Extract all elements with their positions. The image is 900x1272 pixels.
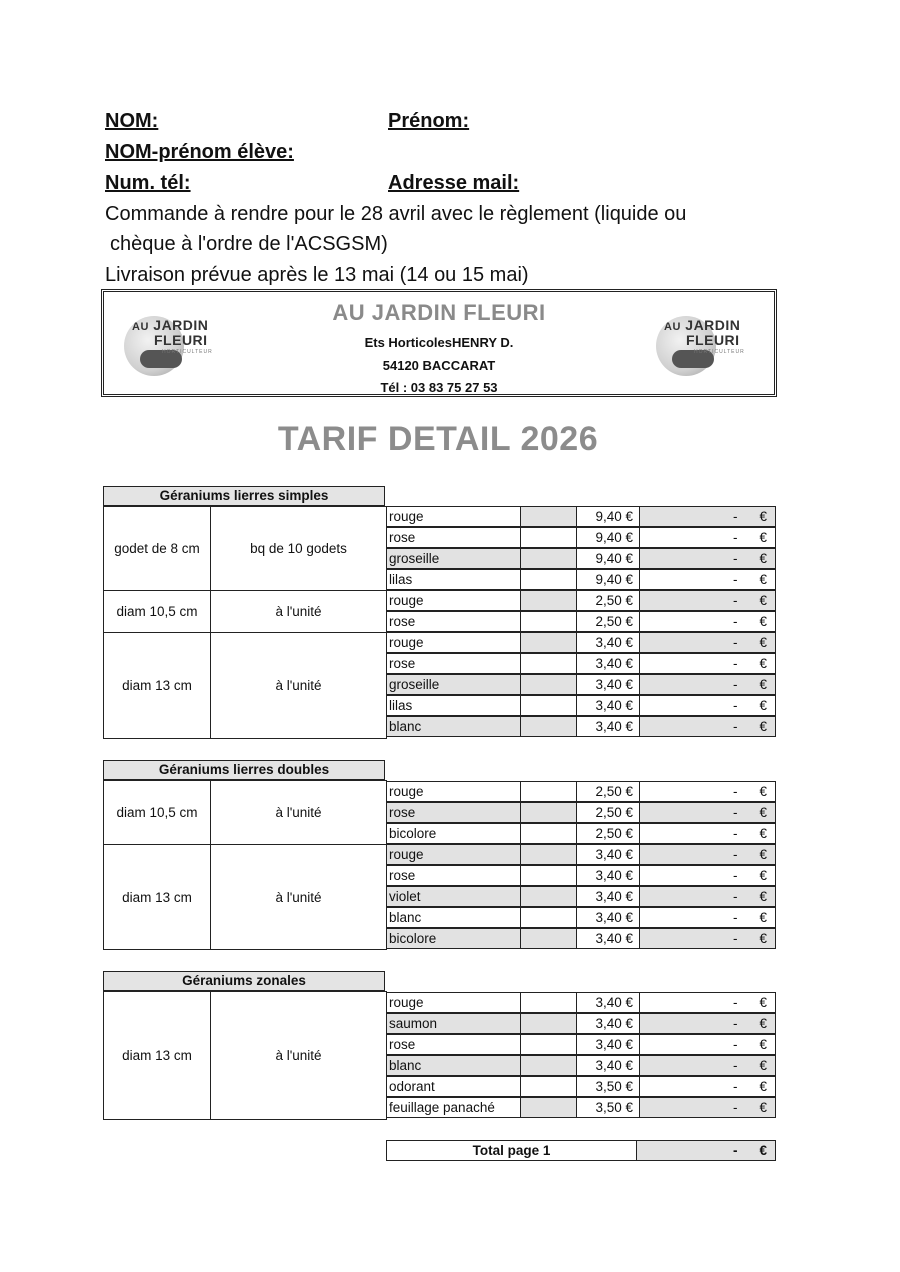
total-value[interactable]: - € — [637, 1141, 775, 1160]
price-row — [386, 928, 776, 949]
variety-label: rouge — [387, 633, 521, 652]
amount-cell[interactable]: - € — [732, 909, 767, 925]
quantity-cell[interactable] — [521, 1035, 577, 1054]
section-header-lierres-simples: Géraniums lierres simples — [103, 486, 385, 506]
amount-cell[interactable]: - € — [640, 1014, 775, 1033]
quantity-cell[interactable] — [521, 1077, 577, 1096]
quantity-cell[interactable] — [521, 1056, 577, 1075]
variety-label: groseille — [387, 675, 521, 694]
quantity-cell[interactable] — [521, 908, 577, 927]
amount-cell[interactable]: - € — [732, 529, 767, 545]
price-row — [386, 1034, 776, 1055]
nom-prenom-eleve-label: NOM-prénom élève: — [105, 141, 294, 163]
quantity-cell[interactable] — [521, 929, 577, 948]
unit-price: 3,40 € — [577, 929, 640, 948]
amount-cell[interactable]: - € — [640, 887, 775, 906]
variety-label: rose — [387, 803, 521, 822]
amount-cell[interactable]: - € — [732, 783, 767, 799]
price-row — [386, 569, 776, 590]
quantity-cell[interactable] — [521, 507, 577, 526]
section-header-lierres-doubles: Géraniums lierres doubles — [103, 760, 385, 780]
quantity-cell[interactable] — [521, 675, 577, 694]
banner-city: 54120 BACCARAT — [382, 358, 496, 373]
price-row — [386, 548, 776, 569]
price-row — [386, 844, 776, 865]
banner-title: AU JARDIN FLEURI — [332, 300, 546, 325]
adresse-mail-label: Adresse mail: — [388, 172, 520, 194]
unit-price: 2,50 € — [577, 803, 640, 822]
variety-label: groseille — [387, 549, 521, 568]
price-row — [386, 886, 776, 907]
price-row — [386, 1097, 776, 1118]
group-unit: à l'unité — [275, 678, 322, 693]
quantity-cell[interactable] — [521, 845, 577, 864]
group-size: diam 13 cm — [104, 992, 211, 1119]
num-tel-label: Num. tél: — [105, 172, 191, 194]
variety-label: rouge — [387, 507, 521, 526]
unit-price: 3,40 € — [577, 993, 640, 1012]
price-row — [386, 653, 776, 674]
unit-price: 3,40 € — [577, 654, 640, 673]
quantity-cell[interactable] — [521, 591, 577, 610]
price-row — [386, 823, 776, 844]
group-diam-13 — [103, 991, 387, 1120]
variety-label: rose — [387, 1035, 521, 1054]
price-row — [386, 802, 776, 823]
group-size: godet de 8 cm — [104, 507, 211, 590]
amount-cell[interactable]: - € — [732, 655, 767, 671]
group-diam-13 — [103, 844, 387, 950]
price-row — [386, 611, 776, 632]
quantity-cell[interactable] — [521, 824, 577, 843]
unit-price: 3,40 € — [577, 1014, 640, 1033]
total-label: Total page 1 — [387, 1141, 637, 1160]
group-unit: à l'unité — [275, 889, 322, 905]
unit-price: 3,40 € — [577, 717, 640, 736]
group-size: diam 13 cm — [104, 633, 211, 738]
quantity-cell[interactable] — [521, 866, 577, 885]
group-size: diam 13 cm — [104, 845, 211, 949]
variety-label: lilas — [387, 696, 521, 715]
variety-label: violet — [387, 887, 521, 906]
price-row — [386, 674, 776, 695]
price-row — [386, 781, 776, 802]
quantity-cell[interactable] — [521, 1014, 577, 1033]
unit-price: 3,40 € — [577, 1035, 640, 1054]
variety-label: bicolore — [387, 824, 521, 843]
variety-label: rose — [387, 612, 521, 631]
price-row — [386, 907, 776, 928]
amount-cell[interactable]: - € — [640, 929, 775, 948]
group-unit: à l'unité — [275, 805, 322, 820]
unit-price: 9,40 € — [577, 528, 640, 547]
total-row — [386, 1140, 776, 1161]
unit-price: 3,40 € — [577, 696, 640, 715]
price-row — [386, 632, 776, 653]
unit-price: 2,50 € — [577, 824, 640, 843]
amount-cell[interactable]: - € — [640, 1098, 775, 1117]
delivery-line: Livraison prévue après le 13 mai (14 ou 15 mai) — [105, 264, 529, 286]
amount-cell[interactable]: - € — [640, 507, 775, 526]
amount-cell[interactable]: - € — [732, 825, 767, 841]
price-row — [386, 590, 776, 611]
group-diam-10-5 — [103, 590, 387, 633]
price-row — [386, 716, 776, 737]
prenom-label: Prénom: — [388, 110, 470, 132]
unit-price: 9,40 € — [577, 570, 640, 589]
amount-cell[interactable]: - € — [640, 803, 775, 822]
unit-price: 3,40 € — [577, 1056, 640, 1075]
price-row — [386, 1076, 776, 1097]
amount-cell[interactable]: - € — [732, 1036, 767, 1052]
unit-price: 9,40 € — [577, 549, 640, 568]
variety-label: rose — [387, 654, 521, 673]
group-unit: à l'unité — [275, 604, 322, 619]
price-row — [386, 695, 776, 716]
nom-label: NOM: — [105, 110, 159, 132]
variety-label: rouge — [387, 782, 521, 801]
quantity-cell[interactable] — [521, 528, 577, 547]
group-unit: bq de 10 godets — [250, 541, 347, 556]
variety-label: rose — [387, 528, 521, 547]
variety-label: blanc — [387, 717, 521, 736]
variety-label: rouge — [387, 845, 521, 864]
unit-price: 3,50 € — [577, 1077, 640, 1096]
tarif-title: TARIF DETAIL 2026 — [277, 420, 599, 458]
amount-cell[interactable]: - € — [640, 717, 775, 736]
unit-price: 3,40 € — [577, 845, 640, 864]
amount-cell[interactable]: - € — [640, 633, 775, 652]
quantity-cell[interactable] — [521, 993, 577, 1012]
amount-cell[interactable]: - € — [732, 867, 767, 883]
unit-price: 3,40 € — [577, 866, 640, 885]
banner-company: Ets HorticolesHENRY D. — [364, 335, 514, 350]
variety-label: bicolore — [387, 929, 521, 948]
unit-price: 2,50 € — [577, 782, 640, 801]
unit-price: 2,50 € — [577, 612, 640, 631]
group-size: diam 10,5 cm — [104, 781, 211, 844]
quantity-cell[interactable] — [521, 696, 577, 715]
quantity-cell[interactable] — [521, 887, 577, 906]
company-logo-right: AU JARDIN FLEURI HORTICULTEUR — [650, 310, 770, 380]
quantity-cell[interactable] — [521, 612, 577, 631]
amount-cell[interactable]: - € — [640, 675, 775, 694]
unit-price: 3,50 € — [577, 1098, 640, 1117]
price-row — [386, 865, 776, 886]
group-diam-10-5 — [103, 780, 387, 845]
variety-label: rouge — [387, 993, 521, 1012]
quantity-cell[interactable] — [521, 1098, 577, 1117]
group-godet-8cm — [103, 506, 387, 591]
amount-cell[interactable]: - € — [640, 591, 775, 610]
amount-cell[interactable]: - € — [732, 571, 767, 587]
amount-cell[interactable]: - € — [640, 549, 775, 568]
variety-label: rouge — [387, 591, 521, 610]
price-row — [386, 527, 776, 548]
amount-cell[interactable]: - € — [640, 845, 775, 864]
company-logo-left: AU JARDIN FLEURI HORTICULTEUR — [118, 310, 238, 380]
instructions-line-1: Commande à rendre pour le 28 avril avec le règlement (liquide ou — [105, 203, 687, 225]
quantity-cell[interactable] — [521, 633, 577, 652]
variety-label: blanc — [387, 908, 521, 927]
quantity-cell[interactable] — [521, 549, 577, 568]
quantity-cell[interactable] — [521, 782, 577, 801]
amount-cell[interactable]: - € — [732, 1078, 767, 1094]
instructions-line-2: chèque à l'ordre de l'ACSGSM) — [110, 233, 388, 255]
group-unit: à l'unité — [275, 1048, 322, 1063]
quantity-cell[interactable] — [521, 717, 577, 736]
unit-price: 3,40 € — [577, 908, 640, 927]
variety-label: odorant — [387, 1077, 521, 1096]
variety-label: rose — [387, 866, 521, 885]
price-row — [386, 506, 776, 527]
quantity-cell[interactable] — [521, 570, 577, 589]
amount-cell[interactable]: - € — [732, 613, 767, 629]
amount-cell[interactable]: - € — [732, 994, 767, 1010]
price-row — [386, 992, 776, 1013]
quantity-cell[interactable] — [521, 654, 577, 673]
section-header-zonales: Géraniums zonales — [103, 971, 385, 991]
unit-price: 2,50 € — [577, 591, 640, 610]
price-row — [386, 1055, 776, 1076]
variety-label: saumon — [387, 1014, 521, 1033]
price-row — [386, 1013, 776, 1034]
quantity-cell[interactable] — [521, 803, 577, 822]
unit-price: 3,40 € — [577, 633, 640, 652]
unit-price: 3,40 € — [577, 675, 640, 694]
group-diam-13 — [103, 632, 387, 739]
group-size: diam 10,5 cm — [104, 591, 211, 632]
unit-price: 9,40 € — [577, 507, 640, 526]
banner-phone: Tél : 03 83 75 27 53 — [380, 380, 498, 395]
variety-label: lilas — [387, 570, 521, 589]
amount-cell[interactable]: - € — [732, 697, 767, 713]
variety-label: blanc — [387, 1056, 521, 1075]
unit-price: 3,40 € — [577, 887, 640, 906]
amount-cell[interactable]: - € — [640, 1056, 775, 1075]
variety-label: feuillage panaché — [387, 1098, 521, 1117]
company-banner — [101, 289, 777, 397]
